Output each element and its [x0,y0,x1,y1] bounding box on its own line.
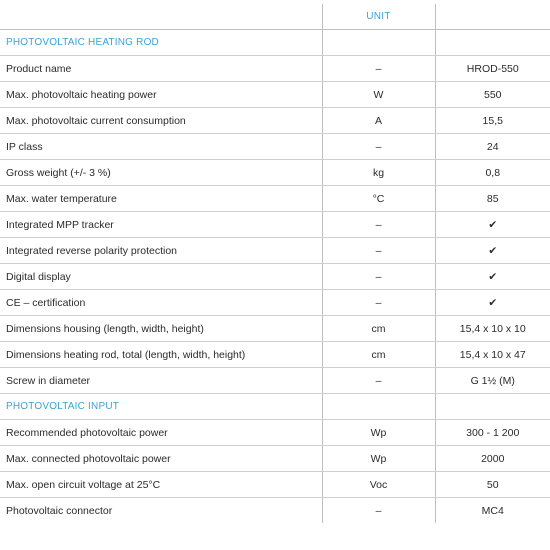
spec-unit: kg [322,160,435,186]
table-row [0,212,550,238]
spec-unit: – [322,368,435,394]
spec-unit: – [322,134,435,160]
spec-label: Integrated reverse polarity protection [0,238,322,264]
table-row [0,446,550,472]
spec-label: CE – certification [0,290,322,316]
section-header-row [0,394,550,420]
spec-label: IP class [0,134,322,160]
spec-unit: – [322,238,435,264]
spec-unit: A [322,108,435,134]
spec-table [0,4,550,523]
spec-table-body [0,4,550,523]
spec-value: HROD-550 [435,56,550,82]
table-row [0,472,550,498]
header-empty-cell [0,4,322,30]
spec-unit: – [322,290,435,316]
table-row [0,368,550,394]
table-row [0,264,550,290]
spec-unit: Wp [322,446,435,472]
spec-value: ✔ [435,238,550,264]
spec-label: Gross weight (+/- 3 %) [0,160,322,186]
section-title: PHOTOVOLTAIC HEATING ROD [0,30,322,56]
spec-label: Max. photovoltaic heating power [0,82,322,108]
spec-unit: – [322,56,435,82]
spec-label: Product name [0,56,322,82]
table-row [0,160,550,186]
spec-unit: Voc [322,472,435,498]
spec-value: 85 [435,186,550,212]
spec-label: Max. water temperature [0,186,322,212]
spec-value: 550 [435,82,550,108]
table-row [0,56,550,82]
spec-value: MC4 [435,498,550,524]
spec-unit: °C [322,186,435,212]
spec-label: Screw in diameter [0,368,322,394]
section-value-cell [435,394,550,420]
spec-unit: – [322,498,435,524]
spec-unit: W [322,82,435,108]
spec-label: Dimensions housing (length, width, height) [0,316,322,342]
table-row [0,342,550,368]
spec-label: Max. open circuit voltage at 25°C [0,472,322,498]
spec-unit: – [322,264,435,290]
spec-value: 50 [435,472,550,498]
section-title: PHOTOVOLTAIC INPUT [0,394,322,420]
spec-value: ✔ [435,290,550,316]
section-unit-cell [322,30,435,56]
table-row [0,420,550,446]
spec-unit: – [322,212,435,238]
table-row [0,316,550,342]
spec-label: Dimensions heating rod, total (length, width, height) [0,342,322,368]
spec-label: Photovoltaic connector [6,504,113,517]
spec-value: ✔ [435,264,550,290]
spec-unit: Wp [322,420,435,446]
spec-value: 24 [435,134,550,160]
section-unit-cell [322,394,435,420]
section-header-row [0,30,550,56]
table-row [0,290,550,316]
spec-value: 2000 [435,446,550,472]
section-value-cell [435,30,550,56]
spec-unit: cm [322,342,435,368]
spec-label: Integrated MPP tracker [0,212,322,238]
spec-label: Max. photovoltaic current consumption [0,108,322,134]
value-column-header [435,4,550,30]
spec-value: 15,4 x 10 x 47 [435,342,550,368]
table-row [0,498,550,524]
spec-unit: cm [322,316,435,342]
spec-value: 15,4 x 10 x 10 [435,316,550,342]
spec-value: 300 - 1 200 [435,420,550,446]
table-header-row [0,4,550,30]
spec-value: ✔ [435,212,550,238]
table-row [0,108,550,134]
table-row [0,186,550,212]
spec-value: 15,5 [435,108,550,134]
spec-label: Recommended photovoltaic power [0,420,322,446]
spec-label: Max. connected photovoltaic power [0,446,322,472]
unit-column-header: UNIT [322,4,435,30]
table-row [0,134,550,160]
spec-label: Digital display [0,264,322,290]
table-row [0,238,550,264]
table-row [0,82,550,108]
spec-value: 0,8 [435,160,550,186]
spec-value: G 1½ (M) [435,368,550,394]
